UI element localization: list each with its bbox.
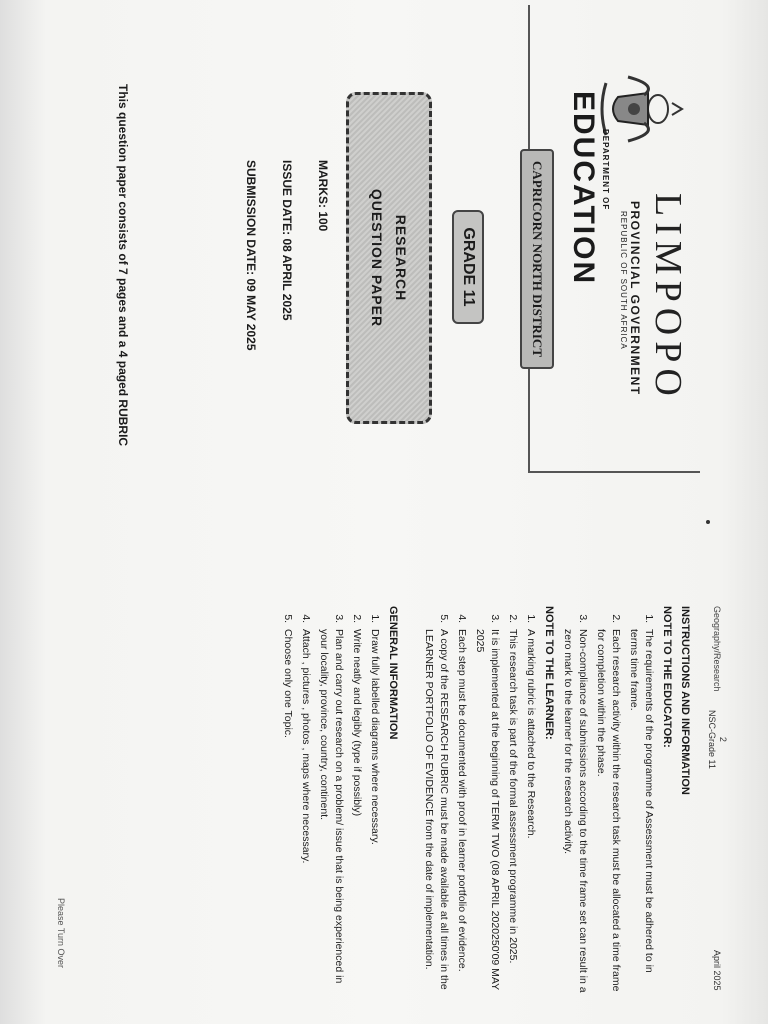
list-item: 2. This research task is part of the formal assessment programme in 2025. <box>505 626 520 996</box>
header-subject: Geography/Research <box>712 606 722 692</box>
general-heading: GENERAL INFORMATION <box>387 606 399 740</box>
submission-date-text: SUBMISSION DATE: 09 MAY 2025 <box>244 160 258 351</box>
research-title-box <box>346 92 432 424</box>
header-grade: NSC-Grade 11 <box>707 710 717 769</box>
learner-list <box>421 606 538 996</box>
list-item: 1. A marking rubric is attached to the Research. <box>523 626 538 996</box>
general-list <box>280 606 382 996</box>
page-count-note: This question paper consists of 7 pages and a 4 paged RUBRIC <box>116 84 130 447</box>
header-date: April 2025 <box>712 950 722 991</box>
instructions-page <box>0 520 768 1020</box>
research-title-line2: QUESTION PAPER <box>369 188 385 328</box>
letterhead <box>528 5 700 473</box>
list-item: 4. Each step must be documented with proof in learner portfolio of evidence. <box>454 626 469 996</box>
list-item: 1. Draw fully labelled diagrams where necessary. <box>367 626 382 996</box>
educator-heading: NOTE TO THE EDUCATOR: <box>661 606 673 748</box>
provincial-government-text: PROVINCIAL GOVERNMENT <box>628 201 642 396</box>
research-title-line1: RESEARCH <box>393 214 409 302</box>
list-item: 5. A copy of the RESEARCH RUBRIC must be made available at all times in the LEARNER PORTFOLIO OF EVIDENCE from the date of implementation. <box>421 626 451 996</box>
header-page-number: 2 <box>718 736 728 742</box>
district-label: CAPRICORN NORTH DISTRICT <box>520 149 554 369</box>
general-section <box>277 606 400 996</box>
instructions-heading: INSTRUCTIONS AND INFORMATION <box>679 606 691 795</box>
list-item: 2. Each research activity within the research task must be allocated a time frame for completion within the phase. <box>593 626 623 996</box>
list-item: 4. Attach , pictures , photos , maps where necessary. <box>298 626 313 996</box>
education-title: EDUCATION <box>567 91 600 286</box>
learner-heading: NOTE TO THE LEARNER: <box>543 606 555 740</box>
educator-list <box>560 606 656 996</box>
republic-text: REPUBLIC OF SOUTH AFRICA <box>619 211 628 350</box>
province-name: LIMPOPO <box>647 193 689 402</box>
marks-text: MARKS: 100 <box>316 160 330 232</box>
educator-section <box>557 606 692 996</box>
scan-dot <box>706 520 710 524</box>
grade-badge: GRADE 11 <box>452 210 484 324</box>
list-item: 3. It is implemented at the beginning of TERM TWO (08 APRIL 2020250'09 MAY 2025 <box>472 626 502 996</box>
list-item: 5. Choose only one Topic. <box>280 626 295 996</box>
issue-date-text: ISSUE DATE: 08 APRIL 2025 <box>280 160 294 321</box>
list-item: 1. The requirements of the programme of Assessment must be adhered to in terms time frame. <box>626 626 656 996</box>
header-center <box>706 710 728 769</box>
list-item: 3. Non-compliance of submissions according to the time frame set can result in a zero mark to the learner for the research activity. <box>560 626 590 996</box>
turn-over-note: Please Turn Over <box>56 898 66 969</box>
department-of-text: DEPARTMENT OF <box>601 129 610 211</box>
learner-section <box>418 606 556 996</box>
list-item: 2. Write neatly and legibly (type if possibly) <box>349 626 364 996</box>
list-item: 3. Plan and carry out research on a problem/ issue that is being experienced in your locality, province, country, continent. <box>316 626 346 996</box>
